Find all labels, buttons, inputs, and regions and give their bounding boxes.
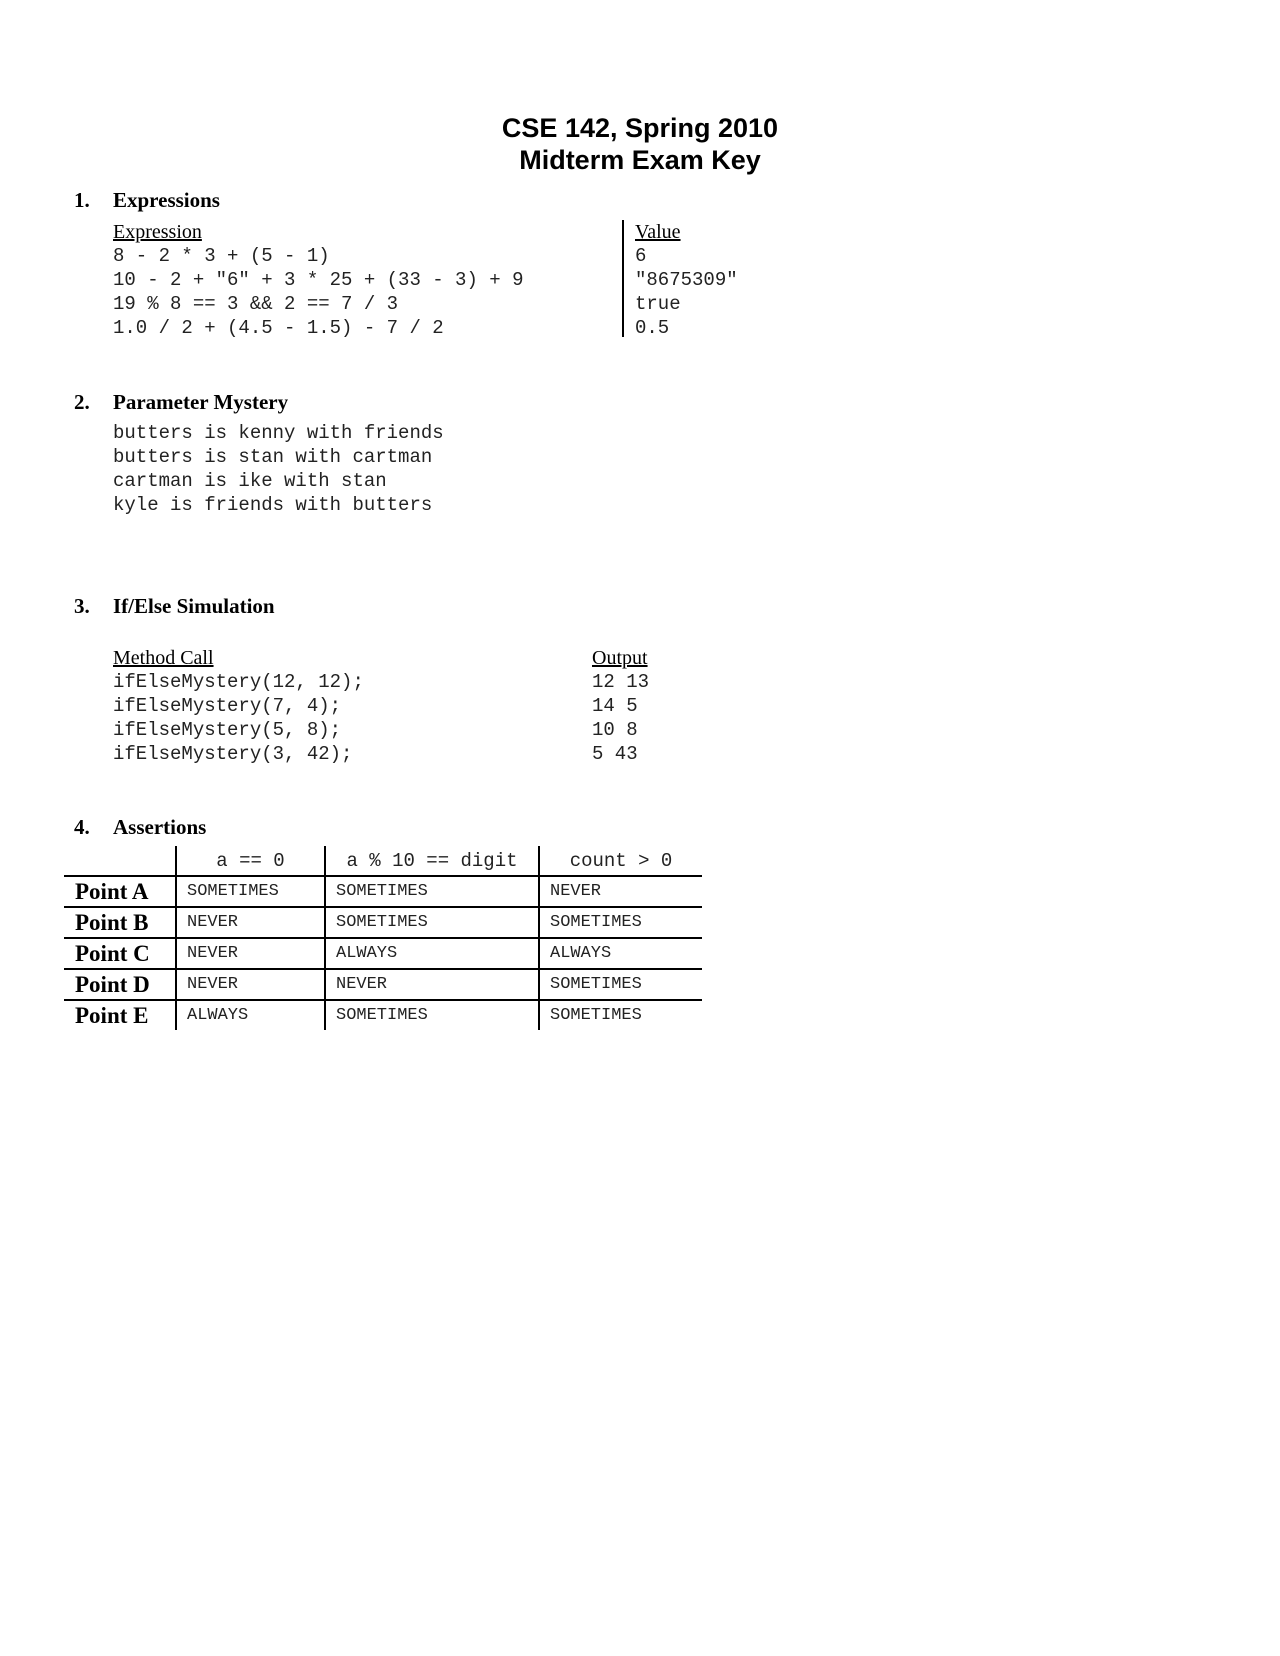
table-row bbox=[64, 907, 702, 938]
table-cell: NEVER bbox=[176, 969, 325, 1000]
value-item: 6 bbox=[635, 245, 647, 267]
table-cell: SOMETIMES bbox=[325, 876, 539, 907]
row-header: Point D bbox=[64, 969, 176, 1000]
row-header: Point B bbox=[64, 907, 176, 938]
table-cell: NEVER bbox=[176, 938, 325, 969]
row-header: Point E bbox=[64, 1000, 176, 1030]
table-row bbox=[64, 969, 702, 1000]
expression-item: 10 - 2 + "6" + 3 * 25 + (33 - 3) + 9 bbox=[113, 269, 524, 291]
section-1-title: Expressions bbox=[113, 188, 220, 212]
table-row bbox=[64, 1000, 702, 1030]
corner-cell bbox=[64, 846, 176, 876]
table-cell: SOMETIMES bbox=[176, 876, 325, 907]
table-cell: NEVER bbox=[539, 876, 702, 907]
title-line-1: CSE 142, Spring 2010 bbox=[501, 113, 779, 143]
section-1-number: 1. bbox=[74, 188, 90, 212]
value-item: 0.5 bbox=[635, 317, 670, 339]
section-3-title: If/Else Simulation bbox=[113, 594, 275, 618]
table-cell: ALWAYS bbox=[325, 938, 539, 969]
table-cell: NEVER bbox=[325, 969, 539, 1000]
output-item: 5 43 bbox=[592, 743, 638, 765]
section-3-number: 3. bbox=[74, 594, 90, 618]
output-item: 12 13 bbox=[592, 671, 650, 693]
table-cell: SOMETIMES bbox=[539, 1000, 702, 1030]
column-header: a == 0 bbox=[176, 846, 325, 876]
parameter-output bbox=[113, 421, 444, 517]
table-row bbox=[64, 876, 702, 907]
value-item: true bbox=[635, 293, 681, 315]
column-header: a % 10 == digit bbox=[325, 846, 539, 876]
row-header: Point C bbox=[64, 938, 176, 969]
section-4-number: 4. bbox=[74, 815, 90, 839]
title-line-2: Midterm Exam Key bbox=[519, 145, 761, 175]
method-call-item: ifElseMystery(5, 8); bbox=[113, 719, 342, 741]
table-cell: SOMETIMES bbox=[539, 907, 702, 938]
table-row bbox=[64, 938, 702, 969]
table-cell: SOMETIMES bbox=[325, 1000, 539, 1030]
expression-item: 8 - 2 * 3 + (5 - 1) bbox=[113, 245, 330, 267]
output-header: Output bbox=[592, 647, 648, 669]
table-cell: SOMETIMES bbox=[325, 907, 539, 938]
output-item: 10 8 bbox=[592, 719, 638, 741]
assertions-header-row bbox=[64, 846, 702, 876]
table-cell: ALWAYS bbox=[539, 938, 702, 969]
expression-header: Expression bbox=[113, 221, 202, 243]
output-list bbox=[592, 670, 649, 766]
value-header: Value bbox=[635, 221, 681, 243]
method-call-item: ifElseMystery(7, 4); bbox=[113, 695, 342, 717]
output-line: kyle is friends with butters bbox=[113, 494, 433, 516]
row-header: Point A bbox=[64, 876, 176, 907]
expression-divider bbox=[622, 220, 624, 337]
method-call-list bbox=[113, 670, 364, 766]
output-item: 14 5 bbox=[592, 695, 638, 717]
table-cell: SOMETIMES bbox=[539, 969, 702, 1000]
page-title bbox=[0, 112, 1280, 176]
assertions-table bbox=[64, 846, 702, 1030]
output-line: butters is kenny with friends bbox=[113, 422, 444, 444]
expression-item: 1.0 / 2 + (4.5 - 1.5) - 7 / 2 bbox=[113, 317, 444, 339]
table-cell: NEVER bbox=[176, 907, 325, 938]
column-header: count > 0 bbox=[539, 846, 702, 876]
method-call-item: ifElseMystery(3, 42); bbox=[113, 743, 353, 765]
section-4-title: Assertions bbox=[113, 815, 207, 839]
section-2-number: 2. bbox=[74, 390, 90, 414]
value-item: "8675309" bbox=[635, 269, 738, 291]
section-2-title: Parameter Mystery bbox=[113, 390, 289, 414]
expression-item: 19 % 8 == 3 && 2 == 7 / 3 bbox=[113, 293, 399, 315]
expression-list bbox=[113, 244, 523, 340]
method-call-header: Method Call bbox=[113, 647, 214, 669]
output-line: cartman is ike with stan bbox=[113, 470, 387, 492]
table-cell: ALWAYS bbox=[176, 1000, 325, 1030]
output-line: butters is stan with cartman bbox=[113, 446, 433, 468]
value-list bbox=[635, 244, 738, 340]
method-call-item: ifElseMystery(12, 12); bbox=[113, 671, 364, 693]
